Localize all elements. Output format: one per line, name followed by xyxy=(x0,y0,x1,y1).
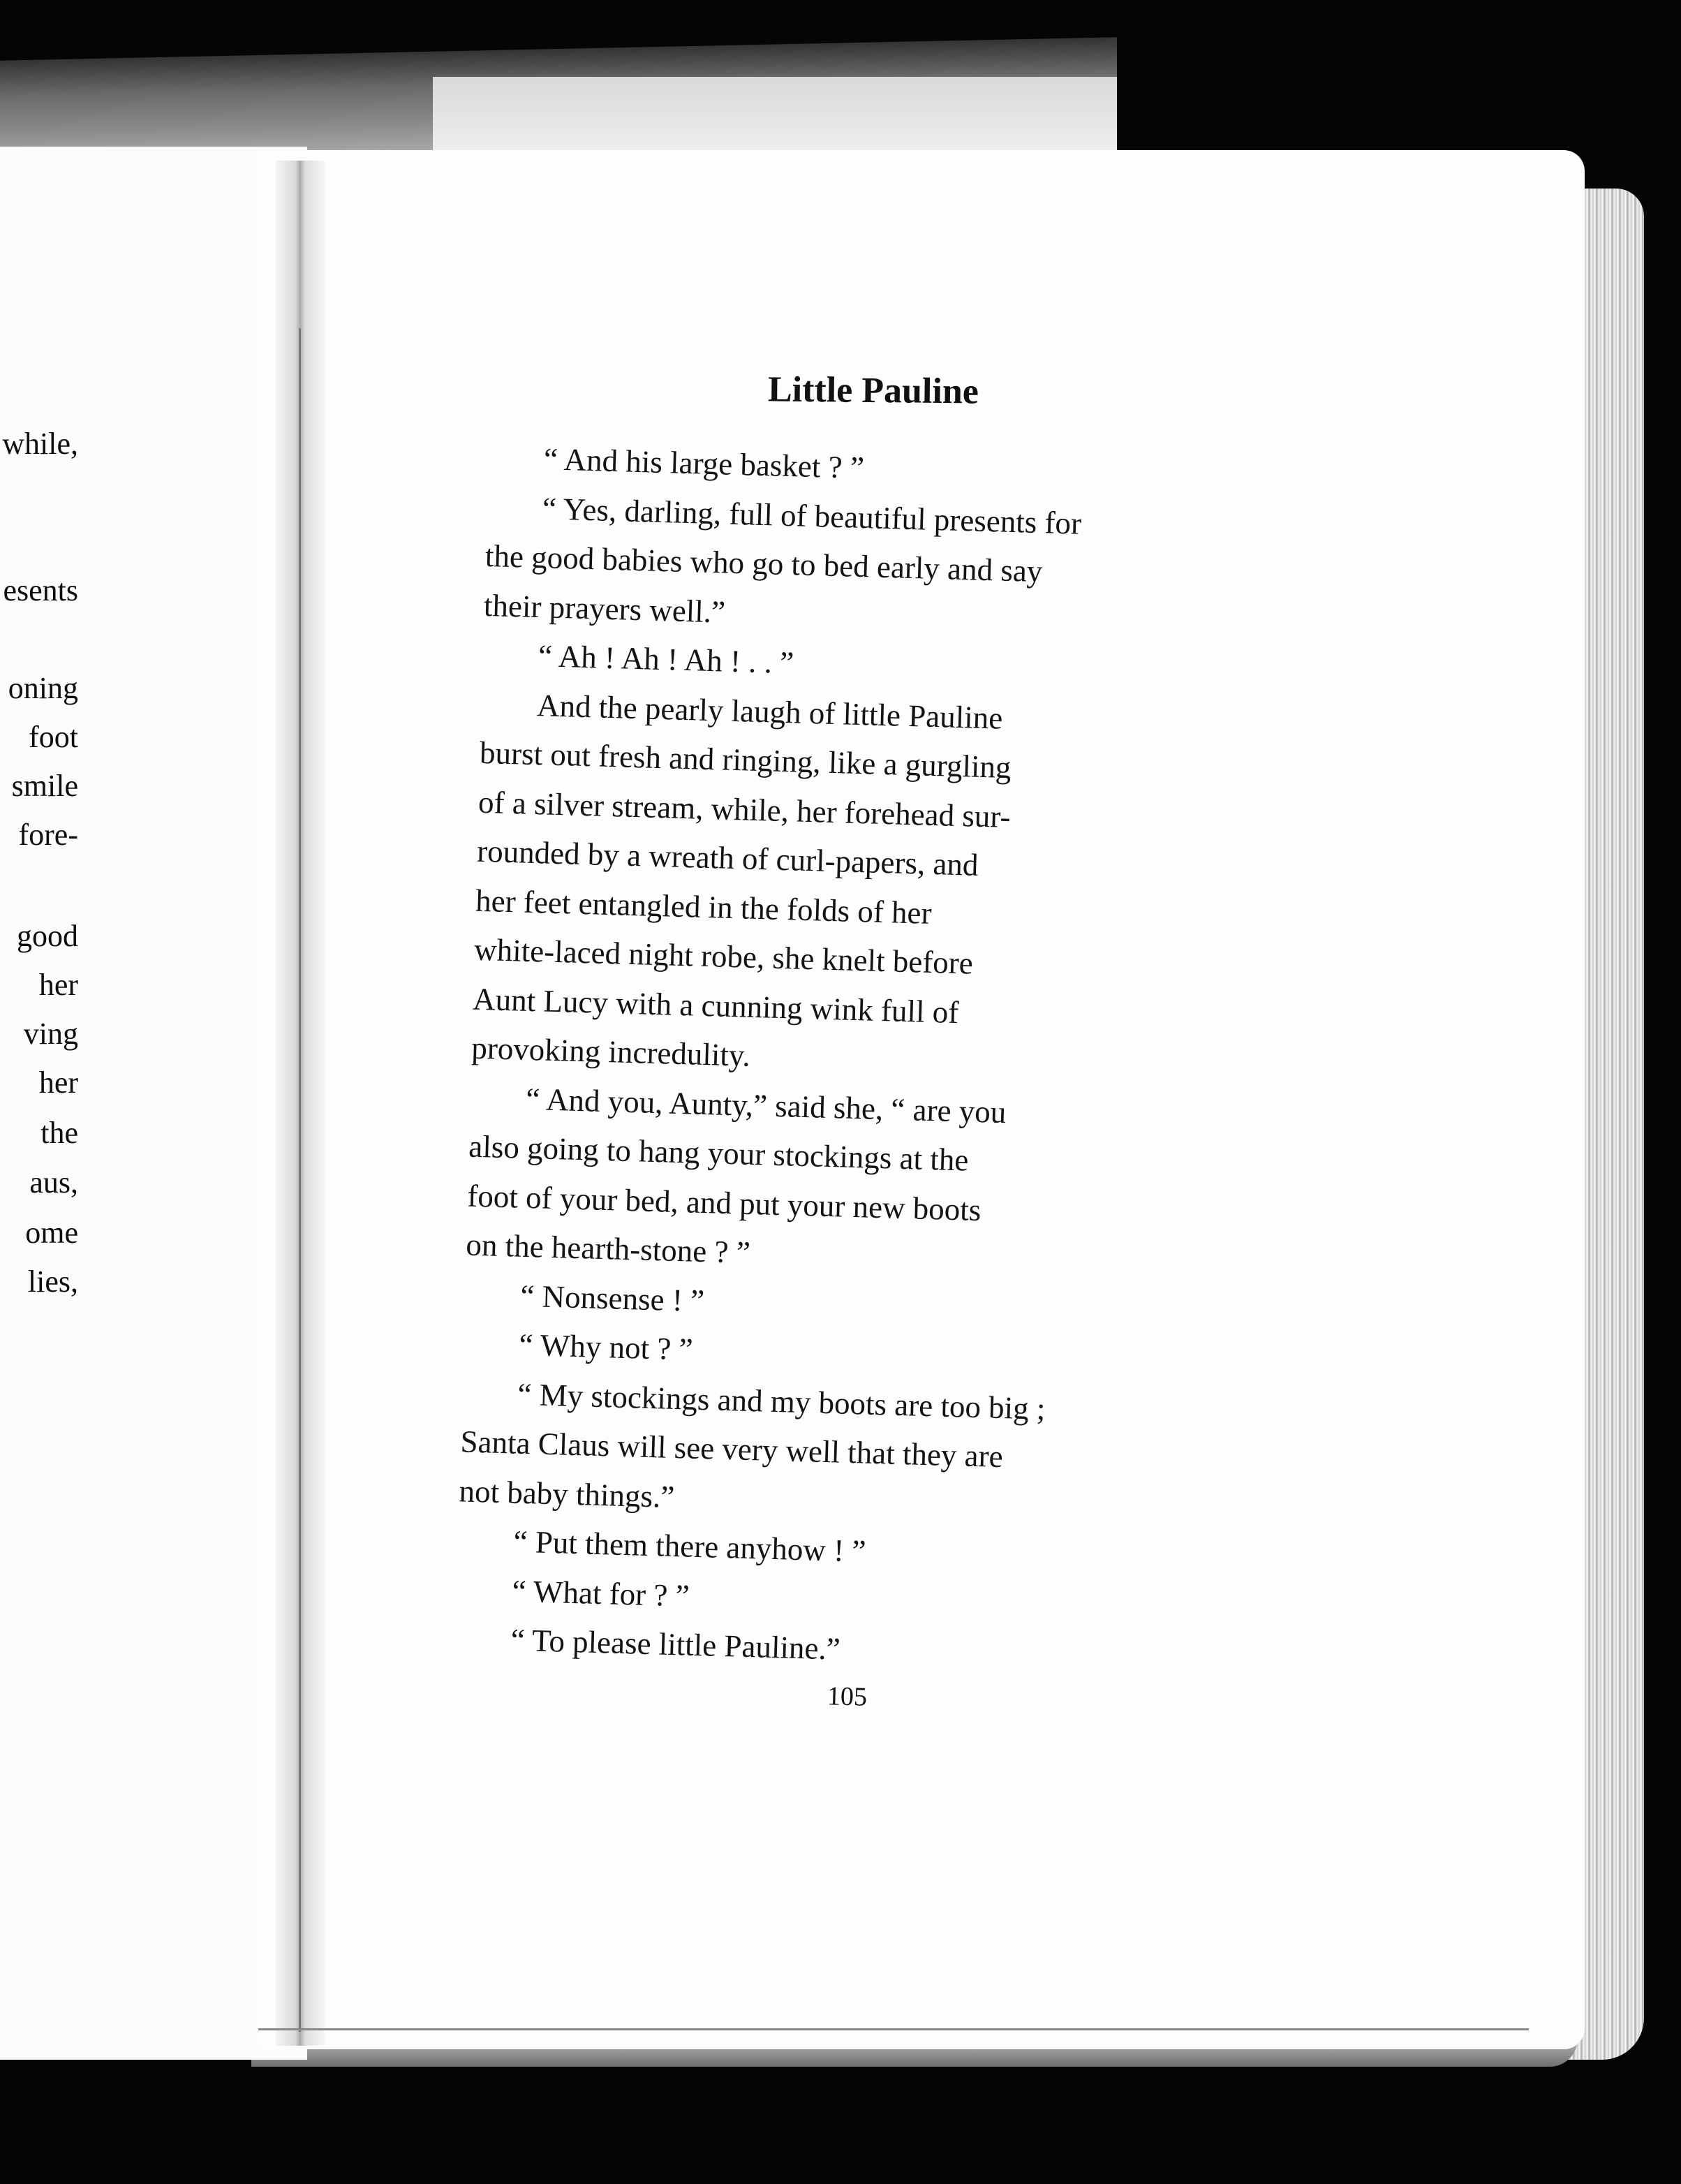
text-line: “ And his large basket ? ” xyxy=(543,441,865,486)
text-line: not baby things.” xyxy=(458,1473,675,1514)
text-line: their prayers well.” xyxy=(483,587,726,630)
text-line: “ And you, Aunty,” said she, “ are you xyxy=(525,1081,1007,1130)
text-line: foot of your bed, and put your new boots xyxy=(466,1178,982,1227)
text-line: burst out fresh and ringing, like a gurgling xyxy=(479,735,1012,785)
left-page-fragment: oning xyxy=(8,671,78,705)
text-line: “ Put them there anyhow ! ” xyxy=(512,1523,867,1569)
body-text xyxy=(454,433,1257,1685)
left-page-fragment: fore- xyxy=(18,818,78,852)
text-line: white-laced night robe, she knelt before xyxy=(473,931,974,981)
left-page-fragment: aus, xyxy=(29,1165,78,1200)
left-page-fragment: the xyxy=(40,1116,78,1150)
left-page-fragment: while, xyxy=(2,427,78,461)
text-line: the good babies who go to bed early and say xyxy=(484,538,1044,589)
text-line: “ My stockings and my boots are too big ; xyxy=(517,1376,1046,1426)
gutter-crease xyxy=(299,328,301,2032)
text-line: of a silver stream, while, her forehead sur- xyxy=(477,784,1012,834)
page-stack-highlight xyxy=(433,77,1117,161)
page-number: 105 xyxy=(827,1681,868,1712)
text-line: And the pearly laugh of little Pauline xyxy=(536,687,1003,736)
page-bottom-line xyxy=(258,2028,1529,2030)
left-page-fragment: esents xyxy=(3,573,78,607)
left-page-fragment: her xyxy=(38,968,78,1002)
left-page-fragment: ome xyxy=(25,1216,78,1250)
text-line: provoking incredulity. xyxy=(471,1030,751,1073)
text-line: her feet entangled in the folds of her xyxy=(475,883,933,931)
text-line: “ Yes, darling, full of beautiful presents for xyxy=(542,490,1082,541)
text-line: Santa Claus will see very well that they are xyxy=(459,1424,1004,1475)
running-head: Little Pauline xyxy=(767,369,979,412)
text-line: rounded by a wreath of curl-papers, and xyxy=(476,833,979,883)
left-page-fragment: smile xyxy=(11,769,78,803)
left-page-fragment: her xyxy=(38,1065,78,1100)
left-page-fragment: ving xyxy=(23,1017,78,1051)
left-page-fragment: good xyxy=(17,919,78,953)
text-line: also going to hang your stockings at the xyxy=(468,1128,970,1178)
left-page-fragment: lies, xyxy=(27,1264,78,1299)
text-line: “ To please little Pauline.” xyxy=(510,1622,841,1667)
text-line: “ Ah ! Ah ! Ah ! . . ” xyxy=(538,638,794,681)
left-page-fragment: foot xyxy=(29,720,78,754)
text-line: “ What for ? ” xyxy=(512,1573,690,1614)
text-line: “ Nonsense ! ” xyxy=(519,1278,705,1318)
text-line: “ Why not ? ” xyxy=(518,1327,694,1367)
text-line: Aunt Lucy with a cunning wink full of xyxy=(472,981,959,1030)
text-line: on the hearth-stone ? ” xyxy=(465,1227,751,1270)
